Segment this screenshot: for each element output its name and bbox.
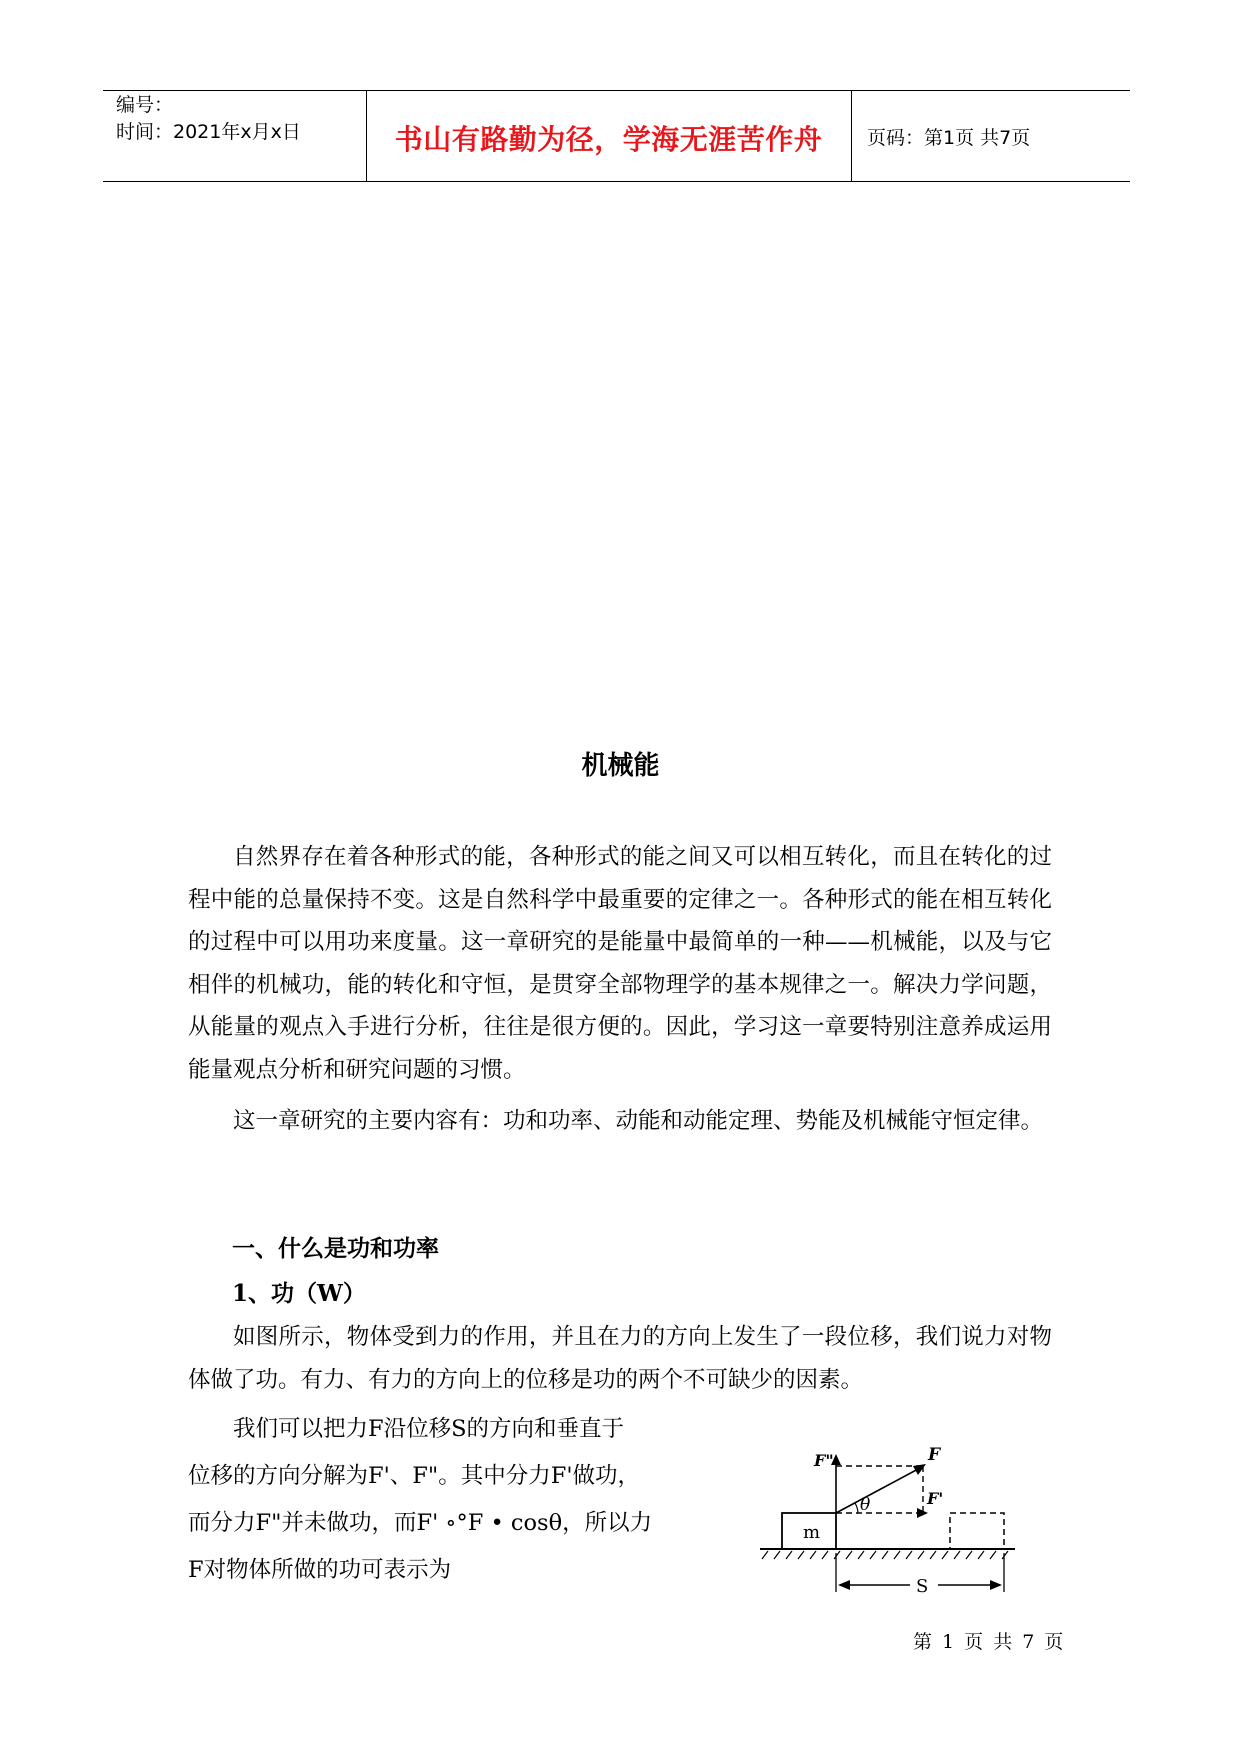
header-page-info: 页码：第1页 共7页 — [867, 127, 1031, 149]
contents-paragraph: 这一章研究的主要内容有：功和功率、动能和动能定理、势能及机械能守恒定律。 — [233, 1108, 1044, 1134]
document-title: 机械能 — [581, 751, 660, 781]
displacement-label: S — [916, 1576, 929, 1597]
moved-block-outline — [950, 1513, 1004, 1549]
ground-hatching — [762, 1551, 1008, 1559]
f-double-prime-label: F" — [814, 1451, 834, 1470]
header-code-label: 编号： — [116, 94, 174, 116]
f-label: F — [928, 1445, 941, 1465]
header-time-label: 时间：2021年x月x日 — [116, 121, 301, 143]
mass-label: m — [803, 1522, 821, 1543]
decomposition-line: 位移的方向分解为F'、F"。其中分力F'做功， — [188, 1463, 641, 1489]
section-heading: 一、什么是功和功率 — [232, 1235, 439, 1262]
decomposition-line: 我们可以把力F沿位移S的方向和垂直于 — [233, 1416, 625, 1442]
page-footer: 第 1 页 共 7 页 — [913, 1631, 1066, 1653]
header-divider-right — [851, 90, 852, 181]
subsection-heading: 1、功（W） — [232, 1280, 366, 1307]
header-top-rule — [103, 90, 1130, 91]
theta-label: θ — [860, 1495, 871, 1515]
decomposition-line: F对物体所做的功可表示为 — [188, 1557, 452, 1583]
work-definition-paragraph: 如图所示，物体受到力的作用，并且在力的方向上发生了一段位移，我们说力对物体做了功。有力、有力的方向上的位移是功的两个不可缺少的因素。 — [188, 1324, 1052, 1393]
decomposition-line: 而分力F"并未做功，而F' ∘°F • cosθ，所以力 — [188, 1510, 653, 1536]
force-decomposition-paragraph — [188, 1406, 688, 1594]
header-bottom-rule — [103, 181, 1130, 182]
header-motto: 书山有路勤为径，学海无涯苦作舟 — [394, 123, 823, 156]
f-prime-label: F' — [927, 1489, 944, 1508]
f-arrow — [836, 1468, 920, 1513]
force-diagram — [760, 1430, 1040, 1615]
intro-paragraph: 自然界存在着各种形式的能，各种形式的能之间又可以相互转化，而且在转化的过程中能的总量保持不变。这是自然科学中最重要的定律之一。各种形式的能在相互转化的过程中可以用功来度量。这一章研究的是能量中最简单的一种——机械能，以及与它相伴的机械功，能的转化和守恒，是贯穿全部物理学的基本规律之一。解决力学问题，从能量的观点入手进行分析，往往是很方便的。因此，学习这一章要特别注意养成运用能量观点分析和研究问题的习惯。 — [188, 844, 1052, 1083]
